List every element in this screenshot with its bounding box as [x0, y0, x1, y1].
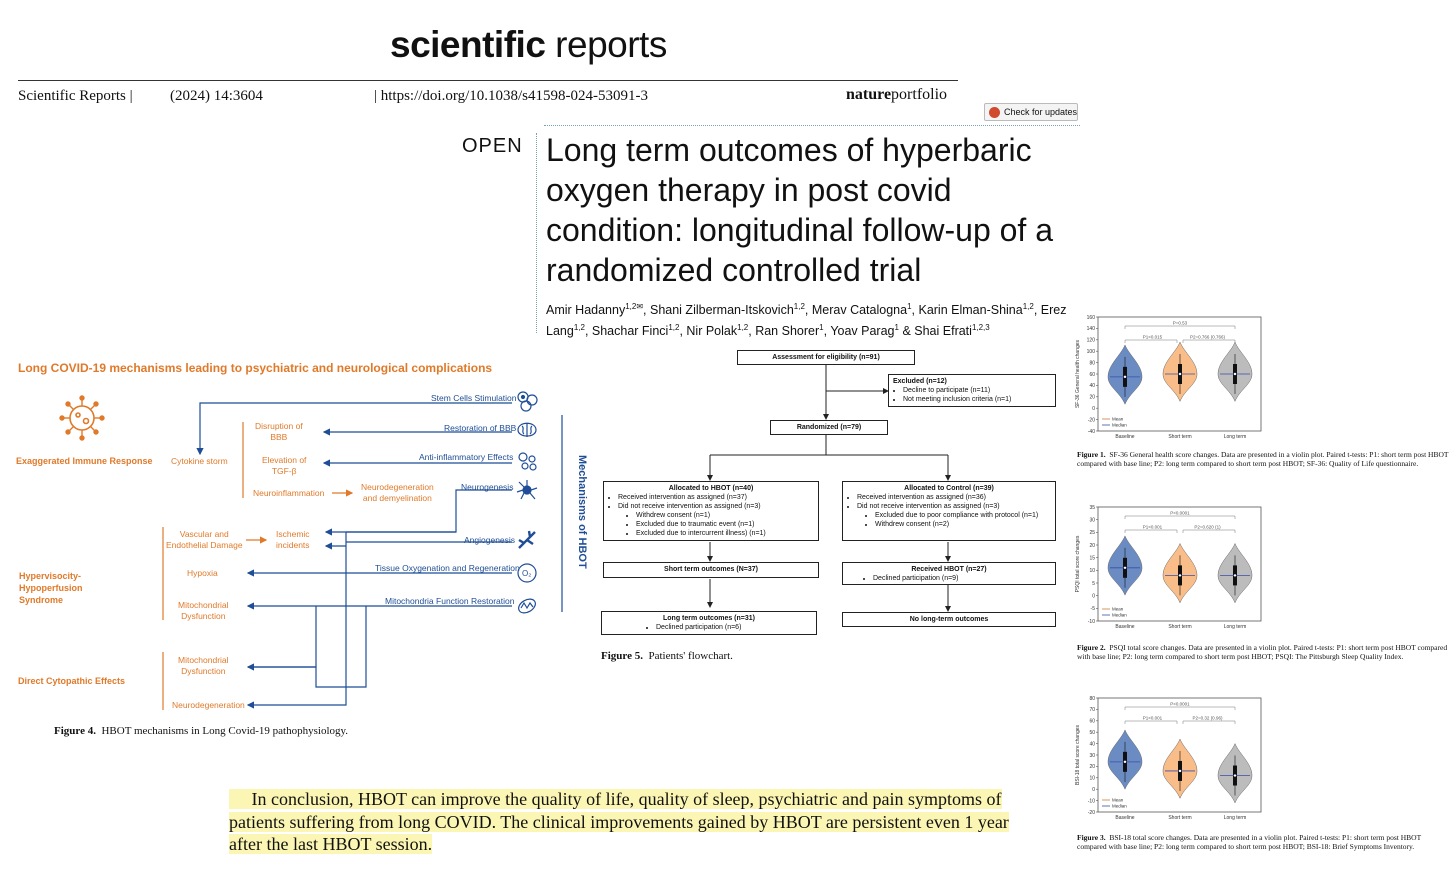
- check-updates-button[interactable]: [984, 103, 1078, 121]
- bsi18-violin-chart: [1068, 694, 1268, 826]
- figure1-caption: Figure 1. SF-36 General health score changes. Data are presented in a violin plot. Paired t-tests: P1: short term post HBOT compared with base line; P2: long term compared to short term post HBOT; SF-36: Quality of Life questionnaire.: [1077, 450, 1449, 468]
- p2-label: P2=0.620 (1): [1194, 524, 1221, 530]
- y-tick-label: 10: [1089, 775, 1095, 782]
- virus-icon: [60, 396, 104, 440]
- y-tick-label: 40: [1089, 383, 1095, 390]
- flow-excluded-box: Excluded (n=12) • Decline to participate (n=11) • Not meeting inclusion criteria (n=1): [888, 374, 1056, 407]
- author-name[interactable]: Yoav Parag: [830, 324, 895, 339]
- y-tick-label: 30: [1089, 517, 1095, 524]
- author-affiliation: 1,2: [793, 302, 805, 311]
- effect-hypoxia: Hypoxia: [187, 568, 218, 578]
- y-tick-label: 20: [1089, 764, 1095, 771]
- effect-mitochondrial-dysfunction-2: Mitochondrial Dysfunction: [178, 655, 229, 676]
- p1-label: P1<0.001: [1142, 715, 1163, 721]
- conclusion-paragraph: In conclusion, HBOT can improve the quality of life, quality of sleep, psychiatric and pain symptoms of patients suffering from long COVID. The clinical improvements gained by HBOT are persistent even 1 year after the last HBOT session.: [229, 789, 1009, 854]
- author-name[interactable]: Karin Elman-Shina: [918, 303, 1023, 318]
- p2-label: P2=0.32 (0.96): [1192, 715, 1223, 721]
- oxygen-icon: [518, 564, 536, 582]
- author-name[interactable]: Erez Lang: [546, 303, 1067, 339]
- y-axis-label: BSI-18 total score changes: [1075, 724, 1081, 786]
- y-tick-label: 60: [1089, 371, 1095, 378]
- author-list: Amir Hadanny$^{1,2✉}$, Shani Zilberman-Itskovich$^{1,2}$, Merav Catalogna$^1$, Karin Elman-Shina$^{1,2}$, Erez Lang$^{1,2}$, Shachar Finci$^{1,2}$, Nir Polak$^{1,2}$, Ran Shorer$^1$, Yoav Parag$^1$ & Shai Efrati$^{1,2,3}$: [546, 302, 1067, 339]
- x-tick-label: Long term: [1223, 624, 1247, 630]
- flow-long-term-box: Long term outcomes (n=31) • Declined participation (n=6): [601, 611, 817, 635]
- p1-label: P1<0.001: [1142, 524, 1163, 530]
- mechanism-neurogenesis: Neurogenesis: [461, 482, 514, 492]
- mean-point-1: [1124, 761, 1126, 763]
- y-tick-label: 160: [1086, 314, 1095, 321]
- effect-neurodegeneration-demyelination: Neurodegeneration and demyelination: [361, 482, 434, 503]
- y-tick-label: -5: [1090, 606, 1095, 613]
- y-tick-label: 0: [1092, 593, 1095, 600]
- effect-mitochondrial-dysfunction-1: Mitochondrial Dysfunction: [178, 600, 229, 621]
- y-tick-label: -20: [1087, 809, 1095, 816]
- author-affiliation: 1: [894, 323, 899, 333]
- svg-text:O₂: O₂: [522, 569, 532, 578]
- mean-point-2: [1179, 770, 1181, 772]
- author-name[interactable]: Ran Shorer: [755, 324, 820, 339]
- y-tick-label: 140: [1086, 326, 1095, 333]
- author-affiliation: 1,2: [737, 323, 749, 333]
- y-tick-label: 20: [1089, 542, 1095, 549]
- effect-vascular-damage: Vascular and Endothelial Damage: [166, 529, 243, 550]
- legend-mean-label: Mean: [1112, 606, 1124, 612]
- effect-tgf-beta: Elevation of TGF-β: [262, 455, 307, 476]
- mechanism-anti-inflammatory: Anti-inflammatory Effects: [419, 452, 514, 462]
- check-updates-label: Check for updates: [1003, 107, 1077, 117]
- y-axis-label: PSQI total score changes: [1075, 535, 1081, 593]
- anti-inflammatory-icon: [519, 453, 536, 470]
- y-tick-label: 5: [1092, 580, 1095, 587]
- y-tick-label: 35: [1089, 504, 1095, 511]
- mitochondria-icon: [516, 596, 538, 615]
- journal-name: Scientific Reports |: [18, 88, 133, 104]
- legend-median-label: Median: [1112, 422, 1127, 428]
- x-tick-label: Short term: [1168, 434, 1192, 440]
- author-affiliation: 1,2: [668, 323, 680, 333]
- mechanisms-of-hbot-label: Mechanisms of HBOT: [576, 455, 588, 569]
- mechanism-stem-cells: Stem Cells Stimulation: [431, 393, 517, 403]
- header-rule: [18, 80, 958, 81]
- author-name[interactable]: Shani Zilberman-Itskovich: [649, 303, 794, 318]
- figure5-caption: Figure 5. Patients' flowchart.: [601, 650, 733, 662]
- flow-control-allocation-box: Allocated to Control (n=39) • Received intervention as assigned (n=36) • Did not receive intervention as assigned (n=3) • Excluded due to poor compliance with protocol (n=1) • Withdrew consent (n=2): [842, 481, 1056, 541]
- x-tick-label: Baseline: [1115, 815, 1135, 821]
- doi-link[interactable]: | https://doi.org/10.1038/s41598-024-53091-3: [374, 88, 648, 104]
- cause-hyperviscosity: Hypervisocity- Hypoperfusion Syndrome: [19, 571, 83, 605]
- author-name[interactable]: Shachar Finci: [591, 324, 669, 339]
- author-affiliation: 1,2: [1022, 302, 1034, 311]
- mechanism-angiogenesis: Angiogenesis: [464, 535, 516, 545]
- p1-label: P1<0.015: [1142, 334, 1163, 340]
- x-tick-label: Long term: [1223, 815, 1247, 821]
- title-divider: [544, 125, 1080, 126]
- flow-assessment-box: Assessment for eligibility (n=91): [737, 350, 915, 365]
- hbot-arrows: [200, 403, 562, 705]
- author-affiliation: 1: [819, 323, 824, 333]
- y-tick-label: -10: [1087, 798, 1095, 805]
- author-affiliation: 1,2: [573, 323, 585, 333]
- flow-short-term-box: Short term outcomes (N=37): [603, 562, 819, 578]
- volume-info: (2024) 14:3604: [170, 88, 263, 104]
- mean-point-1: [1124, 376, 1126, 378]
- p-overall-label: P<0.0001: [1170, 510, 1190, 516]
- blood-vessel-icon: [519, 531, 535, 548]
- x-tick-label: Short term: [1168, 815, 1192, 821]
- psqi-violin-chart: [1068, 503, 1268, 635]
- cause-cytopathic: Direct Cytopathic Effects: [18, 676, 126, 686]
- y-tick-label: 25: [1089, 530, 1095, 537]
- cause-immune-response: Exaggerated Immune Response: [16, 456, 153, 466]
- mechanism-restoration-bbb: Restoration of BBB: [444, 423, 517, 433]
- flow-control-sub-item: • Excluded due to poor compliance with protocol (n=1): [875, 511, 1051, 520]
- brain-icon: [518, 423, 536, 437]
- y-tick-label: 80: [1089, 360, 1095, 367]
- y-tick-label: 0: [1092, 406, 1095, 412]
- effect-cytokine-storm: Cytokine storm: [171, 456, 228, 466]
- p-overall-label: P=0.53: [1172, 320, 1188, 326]
- p-overall-label: P<0.0001: [1170, 701, 1190, 707]
- y-tick-label: 30: [1089, 752, 1095, 759]
- mechanism-tissue-oxygenation: Tissue Oxygenation and Regeneration: [375, 563, 520, 573]
- flow-received-hbot-box: Received HBOT (n=27) • Declined participation (n=9): [842, 562, 1056, 585]
- legend-median-label: Median: [1112, 612, 1127, 618]
- mean-point-2: [1179, 574, 1181, 576]
- y-tick-label: 50: [1089, 730, 1095, 736]
- flow-excluded-item: • Not meeting inclusion criteria (n=1): [903, 395, 1051, 404]
- legend-mean-label: Mean: [1112, 797, 1124, 803]
- y-tick-label: 0: [1092, 787, 1095, 793]
- effect-bbb-disruption: Disruption of BBB: [255, 421, 303, 442]
- p2-label: P2=0.766 (0.766): [1190, 334, 1225, 340]
- flow-hbot-sub-item: • Excluded due to traumatic event (n=1): [636, 520, 814, 529]
- publisher-logo: natureportfolio: [846, 86, 948, 103]
- mean-point-3: [1234, 574, 1236, 576]
- figure4-title: Long COVID-19 mechanisms leading to psychiatric and neurological complications: [18, 361, 493, 375]
- mean-point-3: [1234, 373, 1236, 375]
- y-tick-label: -10: [1087, 618, 1095, 625]
- legend-mean-label: Mean: [1112, 416, 1124, 422]
- title-divider-vertical: [536, 133, 537, 333]
- effect-neuroinflammation: Neuroinflammation: [253, 488, 325, 498]
- author-name[interactable]: Shai Efrati: [914, 324, 972, 339]
- y-tick-label: 100: [1086, 349, 1095, 355]
- y-tick-label: 80: [1089, 695, 1095, 702]
- neuron-icon: [517, 480, 537, 499]
- author-name[interactable]: Nir Polak: [686, 324, 738, 339]
- y-tick-label: 120: [1086, 337, 1095, 344]
- y-axis-label: SF-36 General health changes: [1075, 339, 1081, 409]
- effect-ischemic-incidents: Ischemic incidents: [276, 529, 310, 550]
- open-access-label: OPEN: [462, 135, 523, 157]
- y-tick-label: 70: [1089, 707, 1095, 714]
- x-tick-label: Short term: [1168, 624, 1192, 630]
- flow-hbot-sub-item: • Withdrew consent (n=1): [636, 511, 814, 520]
- flow-control-sub-item: • Withdrew consent (n=2): [875, 520, 1051, 529]
- author-affiliation: 1,2,3: [971, 323, 990, 333]
- figure2-caption: Figure 2. PSQI total score changes. Data are presented in a violin plot. Paired t-tests: P1: short term post HBOT compared with base line; P2: long term compared to short term post HBOT; PSQI: The Pittsburgh Sleep Quality Index.: [1077, 643, 1448, 661]
- y-tick-label: 20: [1089, 394, 1095, 401]
- mean-point-1: [1124, 567, 1126, 569]
- mechanism-mitochondria-restoration: Mitochondria Function Restoration: [385, 596, 515, 606]
- author-affiliation: 1: [907, 302, 912, 311]
- article-title: Long term outcomes of hyperbaric oxygen therapy in post covid condition: longitudinal follow-up of a randomized controlled trial: [546, 132, 1053, 288]
- update-badge-icon: [989, 107, 1000, 118]
- mean-point-2: [1179, 373, 1181, 375]
- figure3-caption: Figure 3. BSI-18 total score changes. Data are presented in a violin plot. Paired t-tests: P1: short term post HBOT compared with base line; P2: long term compared to short term post HBOT; BSI-18: Brief Symptoms Inventory.: [1077, 833, 1422, 851]
- flow-randomized-box: Randomized (n=79): [770, 420, 888, 435]
- author-name[interactable]: Amir Hadanny: [546, 303, 626, 318]
- flow-hbot-sub-item: • Excluded due to intercurrent illness) (n=1): [636, 529, 814, 538]
- y-tick-label: 15: [1089, 555, 1095, 562]
- figure4-caption: Figure 4. HBOT mechanisms in Long Covid-19 pathophysiology.: [54, 725, 349, 737]
- x-tick-label: Long term: [1223, 434, 1247, 440]
- sf36-violin-chart: [1068, 313, 1268, 445]
- y-tick-label: 10: [1089, 568, 1095, 575]
- flow-no-long-term-box: No long-term outcomes: [842, 612, 1056, 627]
- author-name[interactable]: Merav Catalogna: [811, 303, 908, 318]
- mean-point-3: [1234, 774, 1236, 776]
- x-tick-label: Baseline: [1115, 624, 1135, 630]
- y-tick-label: -20: [1087, 417, 1095, 424]
- y-tick-label: 40: [1089, 741, 1095, 748]
- stem-cell-icon: [518, 392, 537, 411]
- flow-excluded-item: • Decline to participate (n=11): [903, 386, 1051, 395]
- x-tick-label: Baseline: [1115, 434, 1135, 440]
- effect-neurodegeneration: Neurodegeneration: [172, 700, 245, 710]
- y-tick-label: 60: [1089, 718, 1095, 725]
- author-affiliation: 1,2✉: [625, 302, 644, 311]
- y-tick-label: -40: [1087, 428, 1095, 435]
- journal-logo: scientific reports: [390, 24, 667, 65]
- legend-median-label: Median: [1112, 803, 1127, 809]
- flow-hbot-allocation-box: Allocated to HBOT (n=40) • Received intervention as assigned (n=37) • Did not receive intervention as assigned (n=3) • Withdrew consent (n=1) • Excluded due to traumatic event (n=1) • Excluded due to intercurrent illness) (n=1): [603, 481, 819, 541]
